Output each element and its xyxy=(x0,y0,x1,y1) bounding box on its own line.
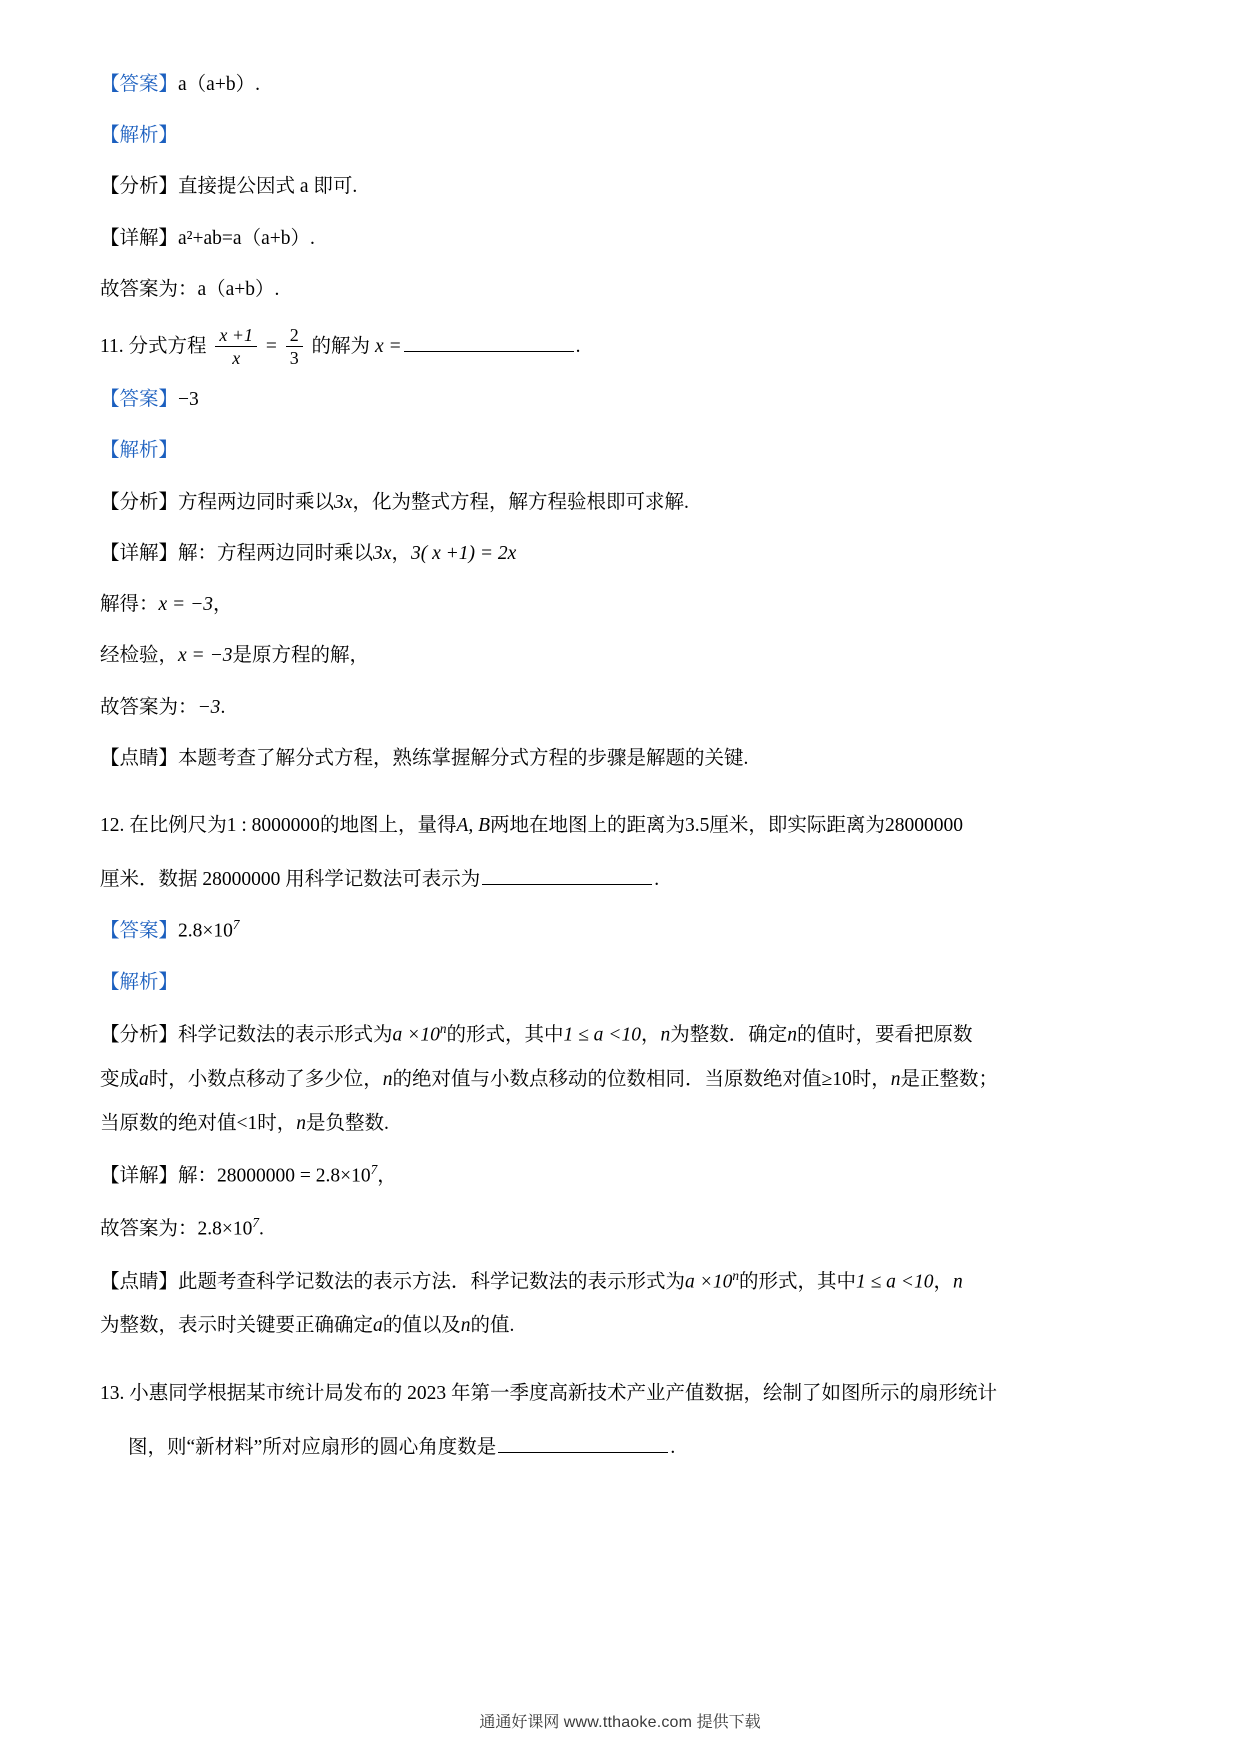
q12-dianjing-l1-math1: a ×10 xyxy=(685,1271,733,1293)
question-11-period: . xyxy=(575,336,581,358)
q13-l2-b: . xyxy=(670,1436,676,1458)
q11-answer-tag: 【答案】 xyxy=(100,389,179,411)
q12-fenxi-l3-a: 当原数的绝对值 xyxy=(100,1112,237,1134)
analysis-header xyxy=(100,121,1140,151)
q12-xiangjie-a: 解： xyxy=(178,1165,218,1187)
equals-sign: = xyxy=(265,336,277,358)
fraction-2-over-3: $\frac{2}{3}$ xyxy=(286,325,303,368)
q12-fenxi-l2-a: 变成 xyxy=(100,1068,140,1090)
q12-dianjing-line2 xyxy=(100,1311,1140,1341)
q12-analysis-tag: 【解析】 xyxy=(100,971,179,993)
q12-answer-blank[interactable] xyxy=(482,866,652,886)
q12-fenxi-line1 xyxy=(100,1019,1140,1051)
q11-verify-math: x = −3 xyxy=(178,645,233,667)
q12-dianjing-l1-exp1: n xyxy=(732,1267,739,1283)
page-footer xyxy=(0,1709,1240,1732)
q12-fenxi-l1-a: 科学记数法的表示形式为 xyxy=(178,1024,393,1046)
q12-fenxi-l1-math4: n xyxy=(787,1024,797,1046)
question-13-line1 xyxy=(100,1375,1140,1413)
q12-fenxi-l1-c: ， xyxy=(640,1024,661,1046)
q11-xiangjie-part2: ， xyxy=(391,542,411,564)
q12-fenxi-l1-math3: n xyxy=(660,1024,671,1046)
q12-l1-a: 在比例尺为 xyxy=(129,815,227,836)
q11-fenxi-math1: 3x xyxy=(334,491,353,513)
q12-xiangjie-line xyxy=(100,1160,1140,1192)
q11-xiangjie-part1: 解：方程两边同时乘以 xyxy=(178,542,374,564)
q11-final-label: 故答案为： xyxy=(100,696,198,718)
q11-xiangjie-math2: 3( x +1) = 2x xyxy=(410,542,517,564)
q12-fenxi-l2-d: 时， xyxy=(851,1068,891,1090)
q11-fenxi-tag: 【分析】 xyxy=(100,491,179,513)
conclusion-line xyxy=(100,275,1140,305)
footer-suffix: 提供下载 xyxy=(696,1714,761,1731)
q12-dianjing-tag: 【点睛】 xyxy=(100,1271,179,1293)
fenxi-line xyxy=(100,172,1140,202)
q11-final-tail: . xyxy=(220,696,226,718)
q11-fenxi-part1: 方程两边同时乘以 xyxy=(178,491,335,513)
fenxi-tag: 【分析】 xyxy=(100,176,179,198)
xiangjie-tag: 【详解】 xyxy=(100,227,179,249)
q11-verify-label: 经检验， xyxy=(100,645,179,667)
q12-dianjing-l1-c: ， xyxy=(933,1271,953,1293)
q11-solve-math: x = −3 xyxy=(158,594,213,616)
q12-fenxi-l2-e: 是正整数； xyxy=(900,1068,999,1090)
q12-dianjing-l1-math2: 1 ≤ a <10 xyxy=(855,1271,934,1293)
q12-final-math: 2.8×10 xyxy=(197,1218,253,1240)
q12-l1-d: 厘米，即实际距离为 xyxy=(709,815,885,836)
q12-final-a: 故答案为： xyxy=(100,1218,198,1240)
q12-fenxi-l1-e: 的值时，要看把原数 xyxy=(797,1024,973,1046)
question-12-number: 12. xyxy=(100,815,125,836)
question-11 xyxy=(100,326,1140,369)
q12-l1-math3: 3.5 xyxy=(685,815,710,836)
q12-analysis-header xyxy=(100,968,1140,998)
question-11-lead: 分式方程 xyxy=(128,336,207,358)
q11-verify-tail: 是原方程的解， xyxy=(232,645,370,667)
q12-l1-math4: 28000000 xyxy=(884,815,963,836)
q12-dianjing-l1-math3: n xyxy=(952,1271,963,1293)
q12-dianjing-l2-math1: a xyxy=(373,1315,383,1337)
q12-final-b: . xyxy=(259,1218,264,1240)
question-12-line1 xyxy=(100,807,1140,845)
q11-analysis-header xyxy=(100,436,1140,466)
q12-fenxi-l1-math2: 1 ≤ a <10 xyxy=(563,1024,641,1046)
q12-fenxi-l3-c: 是负整数. xyxy=(306,1112,389,1134)
q11-fenxi-line xyxy=(100,488,1140,518)
q12-answer-line xyxy=(100,915,1140,947)
question-13-number: 13. xyxy=(100,1382,125,1404)
q12-fenxi-l1-math1: a ×10 xyxy=(392,1024,440,1046)
q11-fenxi-part2: ，化为整式方程，解方程验根即可求解. xyxy=(352,491,689,513)
q11-verify-line xyxy=(100,641,1140,671)
q12-fenxi-l2-math4: n xyxy=(890,1068,901,1090)
fraction-x-plus-1-over-x: $\frac{x +1}{x}$ xyxy=(215,325,257,368)
q12-fenxi-l2-math2: n xyxy=(382,1068,393,1090)
fenxi-text: 直接提公因式 a 即可. xyxy=(178,176,358,198)
q12-dianjing-l1-b: 的形式，其中 xyxy=(738,1271,856,1293)
q12-fenxi-l1-d: 为整数．确定 xyxy=(670,1024,788,1046)
question-12-line2 xyxy=(100,861,1140,899)
q12-dianjing-l2-math2: n xyxy=(460,1315,471,1337)
q12-fenxi-l1-exp1: n xyxy=(439,1020,447,1036)
q12-dianjing-l2-a: 为整数，表示时关键要正确确定 xyxy=(100,1315,374,1337)
q11-xiangjie-line xyxy=(100,539,1140,569)
question-11-tail: 的解为 xyxy=(311,336,371,358)
q13-l2-a: 图，则“新材料”所对应扇形的圆心角度数是 xyxy=(128,1436,497,1458)
q12-fenxi-l3-b: 时， xyxy=(257,1112,297,1134)
q12-xiangjie-math: 28000000 = 2.8×10 xyxy=(217,1165,371,1187)
q12-xiangjie-tag: 【详解】 xyxy=(100,1165,179,1187)
q12-fenxi-l2-b: 时，小数点移动了多少位， xyxy=(148,1068,383,1090)
q12-dianjing-l2-b: 的值以及 xyxy=(382,1315,461,1337)
q12-fenxi-l3-math1: <1 xyxy=(236,1112,258,1134)
q12-final-exp: 7 xyxy=(252,1214,260,1230)
analysis-tag: 【解析】 xyxy=(100,125,179,147)
q12-fenxi-l2-math1: a xyxy=(139,1068,149,1090)
q12-answer-tag: 【答案】 xyxy=(100,920,179,942)
answer-text: a（a+b）. xyxy=(178,74,260,95)
q12-answer-exponent: 7 xyxy=(232,917,240,933)
q12-final-line xyxy=(100,1213,1140,1245)
question-13-line2 xyxy=(100,1429,1140,1467)
q12-answer-mantissa: 2.8×10 xyxy=(178,920,233,942)
q12-fenxi-line2 xyxy=(100,1065,1140,1095)
q12-dianjing-l1-a: 此题考查科学记数法的表示方法．科学记数法的表示形式为 xyxy=(178,1271,686,1293)
q12-xiangjie-exp: 7 xyxy=(370,1162,378,1178)
q11-solve-tail: ， xyxy=(213,594,233,616)
q11-answer-value: −3 xyxy=(178,389,199,411)
q12-fenxi-l2-math3: ≥10 xyxy=(821,1068,852,1090)
q12-l2-b: . xyxy=(654,869,660,891)
xiangjie-text: a²+ab=a（a+b）. xyxy=(178,227,315,249)
q11-final-math: −3 xyxy=(197,696,221,718)
question-11-number: 11. xyxy=(100,336,124,358)
answer-tag: 【答案】 xyxy=(100,74,179,95)
q12-dianjing-line1 xyxy=(100,1266,1140,1298)
q12-l2-a: 厘米．数据 28000000 用科学记数法可表示为 xyxy=(100,869,481,891)
q12-l1-c: 两地在地图上的距离为 xyxy=(490,815,686,836)
q11-final-line xyxy=(100,693,1140,723)
q13-l1: 小惠同学根据某市统计局发布的 2023 年第一季度高新技术产业产值数据，绘制了如图所示的扇形统计 xyxy=(129,1382,998,1404)
q12-fenxi-l2-c: 的绝对值与小数点移动的位数相同．当原数绝对值 xyxy=(392,1068,822,1090)
q11-solve-line xyxy=(100,590,1140,620)
footer-url[interactable]: www.tthaoke.com xyxy=(563,1714,693,1731)
q11-dianjing-line xyxy=(100,744,1140,774)
q11-analysis-tag: 【解析】 xyxy=(100,440,179,462)
question-11-variable: x = xyxy=(374,336,402,358)
q11-solve-label: 解得： xyxy=(100,594,159,616)
conclusion-text: 故答案为：a（a+b）. xyxy=(100,278,280,300)
q12-fenxi-l3-math2: n xyxy=(296,1112,307,1134)
q12-l1-b: 的地图上，量得 xyxy=(319,815,457,836)
q12-fenxi-line3 xyxy=(100,1109,1140,1139)
answer-blank[interactable] xyxy=(404,333,574,353)
q12-fenxi-l1-b: 的形式，其中 xyxy=(446,1024,564,1046)
q11-answer-line xyxy=(100,385,1140,415)
q11-dianjing-text: 本题考查了解分式方程，熟练掌握解分式方程的步骤是解题的关键. xyxy=(178,747,749,769)
q12-l1-math1: 1 : 8000000 xyxy=(226,815,320,836)
q11-dianjing-tag: 【点睛】 xyxy=(100,747,179,769)
q13-answer-blank[interactable] xyxy=(498,1433,668,1453)
q11-xiangjie-tag: 【详解】 xyxy=(100,542,179,564)
footer-site-name: 通通好课网 xyxy=(479,1714,560,1731)
q11-xiangjie-math1: 3x xyxy=(373,542,392,564)
q12-dianjing-l2-c: 的值. xyxy=(470,1315,515,1337)
answer-line xyxy=(100,70,1140,100)
q12-l1-math2: A, B xyxy=(456,815,491,836)
xiangjie-line xyxy=(100,224,1140,254)
q12-fenxi-tag: 【分析】 xyxy=(100,1024,179,1046)
q12-xiangjie-b: ， xyxy=(377,1165,397,1187)
